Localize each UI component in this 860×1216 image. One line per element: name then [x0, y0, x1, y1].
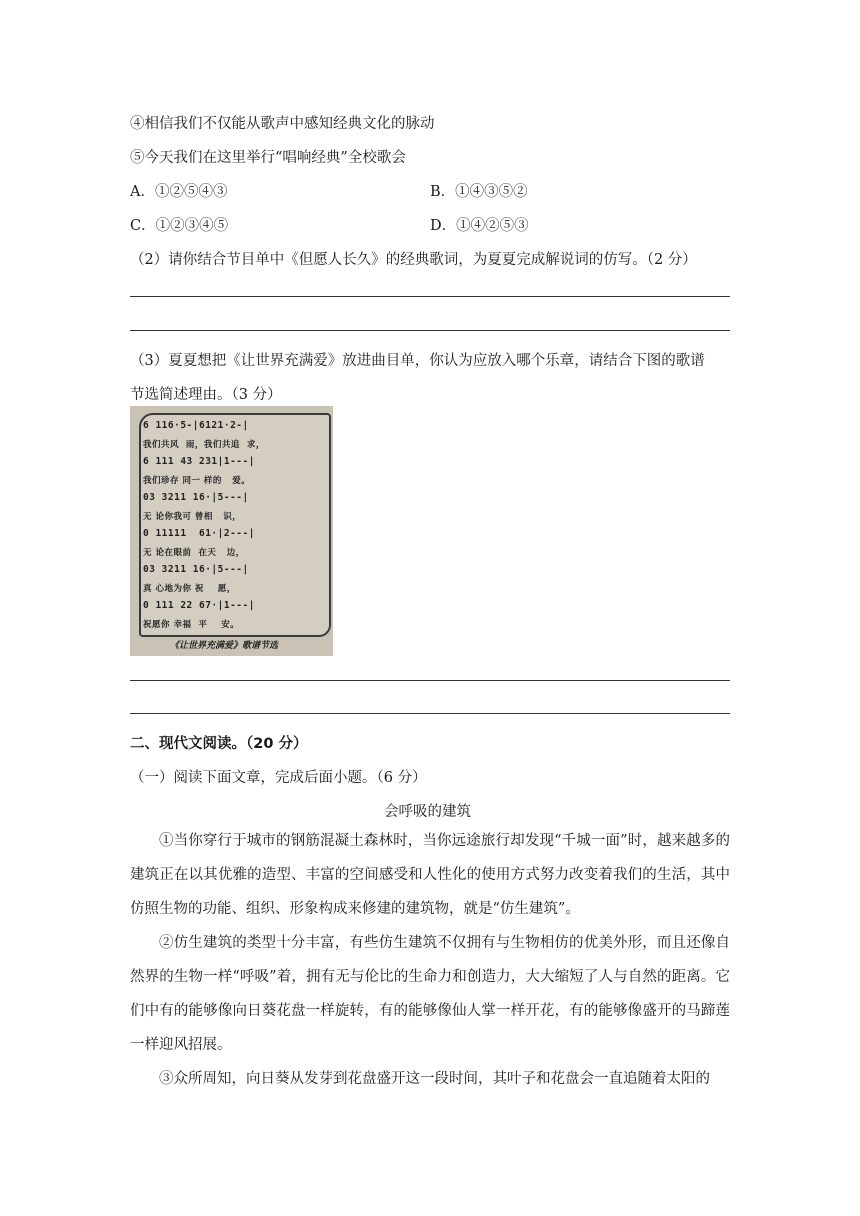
score-notes-row: 03 3211 16·|5---| — [143, 492, 249, 503]
subsection-1-instruction: （一）阅读下面文章，完成后面小题。（6 分） — [130, 770, 427, 786]
answer-line — [130, 296, 730, 297]
score-notes-row: 0 11111 61·|2---| — [143, 528, 255, 539]
article-paragraph-3: ③众所周知，向日葵从发芽到花盘盛开这一段时间，其叶子和花盘会一直追随着太阳的 — [159, 1071, 710, 1087]
music-score-image — [130, 406, 333, 656]
score-notes-row: 6 116·5-|6121·2-| — [143, 420, 249, 431]
question-2: （2）请你结合节目单中《但愿人长久》的经典歌词，为夏夏完成解说词的仿写。（2 分） — [130, 252, 697, 268]
choice-d: D．①④②⑤③ — [430, 218, 529, 234]
score-lyric-row: 祝愿你 幸福 平 安。 — [143, 620, 240, 630]
article-paragraph-1: ①当你穿行于城市的钢筋混凝土森林时，当你远途旅行却发现“千城一面”时，越来越多的建筑正在以其优雅的造型、丰富的空间感受和人性化的使用方式努力改变着我们的生活，其中仿照生物的功能、组织、形象构成来修建的建筑物，就是“仿生建筑”。 — [130, 833, 730, 917]
score-lyric-row: 我们共风 雨，我们共追 求， — [143, 440, 265, 450]
option-item-5: ⑤今天我们在这里举行“唱响经典”全校歌会 — [130, 150, 406, 166]
score-notes-row: 6 111 43 231|1---| — [143, 456, 255, 467]
choice-c: C．①②③④⑤ — [130, 218, 229, 234]
option-item-4: ④相信我们不仅能从歌声中感知经典文化的脉动 — [130, 116, 435, 132]
section-2-title: 二、现代文阅读。（20 分） — [130, 736, 308, 752]
question-3-line-1: （3）夏夏想把《让世界充满爱》放进曲目单，你认为应放入哪个乐章，请结合下图的歌谱 — [130, 353, 705, 369]
choice-a: A．①②⑤④③ — [130, 184, 228, 200]
question-3-line-2: 节选简述理由。（3 分） — [130, 387, 282, 403]
choice-b: B．①④③⑤② — [430, 184, 528, 200]
score-lyric-row: 无 论在眼前 在天 边， — [143, 548, 245, 558]
answer-line — [130, 713, 730, 714]
answer-line — [130, 330, 730, 331]
article-paragraph-2: ②仿生建筑的类型十分丰富，有些仿生建筑不仅拥有与生物相仿的优美外形，而且还像自然界的生物一样“呼吸”着，拥有无与伦比的生命力和创造力，大大缩短了人与自然的距离。它们中有的能够像向日葵花盘一样旋转，有的能够像仙人掌一样开花，有的能够像盛开的马蹄莲一样迎风招展。 — [130, 935, 730, 1053]
score-notes-row: 03 3211 16·|5---| — [143, 564, 249, 575]
score-lyric-row: 无 论你我可 曾相 识， — [143, 512, 242, 522]
answer-line — [130, 680, 730, 681]
article-title: 会呼吸的建筑 — [384, 804, 471, 820]
score-lyric-row: 我们珍存 同一 样的 爱。 — [143, 476, 251, 486]
score-lyric-row: 真 心地为你 祝 愿， — [143, 584, 236, 594]
score-caption: 《让世界充满爱》歌谱节选 — [170, 641, 279, 651]
score-notes-row: 0 111 22 67·|1---| — [143, 600, 255, 611]
